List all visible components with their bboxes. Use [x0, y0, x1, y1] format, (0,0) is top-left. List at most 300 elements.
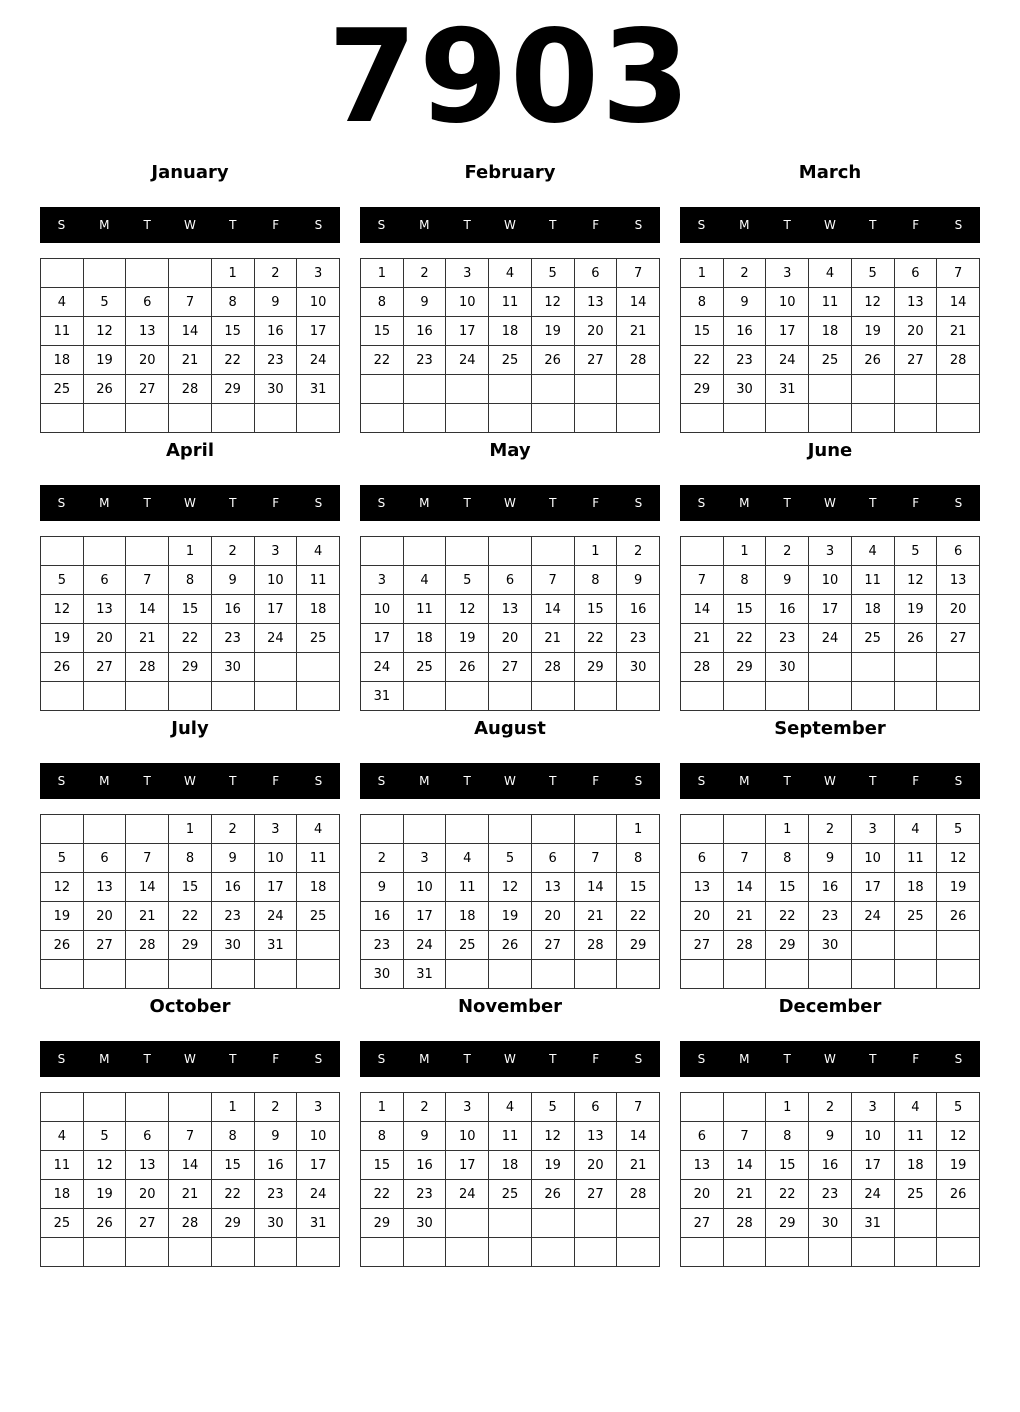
week-row — [681, 375, 980, 404]
day-cell: 29 — [211, 375, 254, 404]
week-row — [361, 1122, 660, 1151]
day-cell — [531, 537, 574, 566]
day-cell: 15 — [361, 1151, 404, 1180]
day-cell: 3 — [766, 259, 809, 288]
day-cell — [41, 815, 84, 844]
weekday-label: W — [184, 496, 196, 510]
day-cell: 12 — [83, 1151, 126, 1180]
weekday-label: S — [377, 1052, 386, 1066]
week-row — [41, 1209, 340, 1238]
day-cell — [403, 537, 446, 566]
day-cell: 11 — [489, 288, 532, 317]
day-cell: 5 — [446, 566, 489, 595]
day-cell: 19 — [851, 317, 894, 346]
day-cell — [83, 259, 126, 288]
day-cell: 11 — [297, 566, 340, 595]
day-cell: 31 — [851, 1209, 894, 1238]
week-row — [361, 404, 660, 433]
day-cell: 14 — [937, 288, 980, 317]
day-cell: 20 — [83, 902, 126, 931]
day-cell: 30 — [617, 653, 660, 682]
day-cell — [83, 815, 126, 844]
day-cell — [83, 1093, 126, 1122]
weekday-header — [360, 1041, 660, 1077]
weekday-label: M — [99, 774, 110, 788]
day-cell: 13 — [489, 595, 532, 624]
day-cell: 20 — [937, 595, 980, 624]
day-cell: 26 — [83, 1209, 126, 1238]
weekday-label: T — [783, 218, 791, 232]
day-cell: 5 — [937, 815, 980, 844]
week-row — [41, 595, 340, 624]
day-cell — [361, 1238, 404, 1267]
day-cell — [937, 682, 980, 711]
day-cell: 20 — [489, 624, 532, 653]
day-cell: 17 — [297, 1151, 340, 1180]
day-cell — [41, 404, 84, 433]
day-cell — [211, 682, 254, 711]
day-cell: 18 — [851, 595, 894, 624]
week-row — [681, 873, 980, 902]
day-cell: 15 — [617, 873, 660, 902]
day-cell: 16 — [403, 1151, 446, 1180]
day-grid — [40, 536, 340, 711]
day-cell: 23 — [254, 346, 297, 375]
day-cell: 10 — [851, 844, 894, 873]
day-cell: 8 — [169, 566, 212, 595]
week-row — [41, 346, 340, 375]
day-cell — [851, 404, 894, 433]
day-cell: 30 — [766, 653, 809, 682]
day-cell: 12 — [851, 288, 894, 317]
day-cell: 8 — [723, 566, 766, 595]
day-cell: 2 — [766, 537, 809, 566]
week-row — [41, 624, 340, 653]
day-cell: 8 — [361, 288, 404, 317]
weekday-label: S — [697, 1052, 706, 1066]
day-cell — [894, 404, 937, 433]
day-cell: 12 — [531, 288, 574, 317]
day-cell: 20 — [126, 1180, 169, 1209]
day-cell: 28 — [723, 931, 766, 960]
day-cell — [531, 682, 574, 711]
day-cell — [41, 259, 84, 288]
day-cell: 19 — [937, 873, 980, 902]
weekday-label: W — [184, 1052, 196, 1066]
day-cell: 17 — [851, 1151, 894, 1180]
day-cell — [489, 815, 532, 844]
week-row — [41, 960, 340, 989]
day-cell: 13 — [83, 873, 126, 902]
day-cell: 17 — [361, 624, 404, 653]
day-cell — [403, 815, 446, 844]
month-name: May — [489, 440, 531, 461]
day-cell — [851, 375, 894, 404]
day-cell: 23 — [254, 1180, 297, 1209]
day-cell: 8 — [617, 844, 660, 873]
day-cell: 6 — [894, 259, 937, 288]
day-cell: 8 — [574, 566, 617, 595]
day-cell: 25 — [489, 346, 532, 375]
day-cell — [937, 931, 980, 960]
day-cell — [894, 375, 937, 404]
weekday-label: S — [57, 774, 66, 788]
weekday-label: T — [143, 774, 151, 788]
week-row — [361, 537, 660, 566]
day-cell: 26 — [531, 1180, 574, 1209]
day-cell — [851, 960, 894, 989]
day-grid — [680, 258, 980, 433]
day-cell: 22 — [211, 1180, 254, 1209]
day-cell — [723, 960, 766, 989]
week-row — [361, 1209, 660, 1238]
day-cell: 2 — [403, 259, 446, 288]
day-cell: 24 — [851, 1180, 894, 1209]
week-row — [681, 1122, 980, 1151]
weekday-label: T — [463, 1052, 471, 1066]
day-cell — [766, 1238, 809, 1267]
day-cell — [809, 682, 852, 711]
day-cell: 22 — [574, 624, 617, 653]
day-cell: 30 — [403, 1209, 446, 1238]
day-cell: 25 — [489, 1180, 532, 1209]
day-cell: 26 — [531, 346, 574, 375]
day-cell: 24 — [851, 902, 894, 931]
week-row — [681, 566, 980, 595]
day-cell — [531, 960, 574, 989]
day-cell — [126, 815, 169, 844]
week-row — [681, 1151, 980, 1180]
day-cell: 22 — [766, 902, 809, 931]
day-cell: 10 — [446, 1122, 489, 1151]
weekday-label: F — [272, 218, 280, 232]
day-cell: 26 — [937, 1180, 980, 1209]
weekday-label: S — [57, 218, 66, 232]
day-cell: 27 — [83, 653, 126, 682]
day-cell: 2 — [403, 1093, 446, 1122]
day-cell: 19 — [446, 624, 489, 653]
day-cell: 21 — [617, 1151, 660, 1180]
day-cell: 5 — [531, 259, 574, 288]
day-cell — [766, 682, 809, 711]
day-cell: 15 — [169, 873, 212, 902]
weekday-label: T — [143, 218, 151, 232]
week-row — [41, 873, 340, 902]
day-cell — [851, 1238, 894, 1267]
day-cell: 12 — [83, 317, 126, 346]
day-cell: 6 — [489, 566, 532, 595]
weekday-label: W — [824, 218, 836, 232]
day-cell: 20 — [681, 1180, 724, 1209]
day-cell: 20 — [574, 317, 617, 346]
day-cell: 10 — [809, 566, 852, 595]
week-row — [361, 682, 660, 711]
weekday-label: S — [697, 496, 706, 510]
day-cell: 26 — [446, 653, 489, 682]
day-cell — [297, 931, 340, 960]
day-cell — [41, 682, 84, 711]
day-cell: 4 — [809, 259, 852, 288]
day-cell: 1 — [211, 1093, 254, 1122]
day-cell: 9 — [403, 288, 446, 317]
day-cell: 30 — [361, 960, 404, 989]
weekday-label: M — [99, 218, 110, 232]
weekday-label: F — [912, 774, 920, 788]
weekday-label: S — [954, 218, 963, 232]
day-cell: 5 — [41, 566, 84, 595]
day-cell: 13 — [126, 1151, 169, 1180]
weekday-label: T — [229, 218, 237, 232]
day-cell: 25 — [446, 931, 489, 960]
day-cell: 7 — [617, 1093, 660, 1122]
day-cell — [169, 960, 212, 989]
day-cell: 30 — [723, 375, 766, 404]
day-cell: 21 — [531, 624, 574, 653]
day-cell — [574, 1209, 617, 1238]
day-cell — [851, 682, 894, 711]
weekday-header — [680, 1041, 980, 1077]
day-cell — [126, 1093, 169, 1122]
day-cell: 31 — [297, 375, 340, 404]
day-cell: 10 — [361, 595, 404, 624]
day-cell: 5 — [41, 844, 84, 873]
weekday-header — [40, 763, 340, 799]
month-name: February — [464, 162, 556, 183]
day-cell: 24 — [297, 346, 340, 375]
day-cell: 9 — [211, 844, 254, 873]
day-cell: 4 — [297, 815, 340, 844]
day-cell — [531, 404, 574, 433]
day-cell: 23 — [809, 902, 852, 931]
day-cell: 27 — [531, 931, 574, 960]
weekday-label: S — [697, 774, 706, 788]
week-row — [41, 653, 340, 682]
day-cell: 15 — [169, 595, 212, 624]
day-cell: 19 — [531, 1151, 574, 1180]
day-cell: 2 — [361, 844, 404, 873]
day-cell: 17 — [254, 873, 297, 902]
day-cell — [169, 404, 212, 433]
month-name: August — [474, 718, 546, 739]
weekday-label: T — [549, 1052, 557, 1066]
day-cell: 13 — [681, 873, 724, 902]
day-cell: 2 — [211, 537, 254, 566]
weekday-label: M — [99, 1052, 110, 1066]
day-cell: 11 — [403, 595, 446, 624]
day-cell: 15 — [211, 1151, 254, 1180]
week-row — [41, 682, 340, 711]
day-cell: 6 — [531, 844, 574, 873]
day-cell: 8 — [681, 288, 724, 317]
day-cell: 19 — [41, 902, 84, 931]
day-cell: 18 — [489, 317, 532, 346]
day-cell — [681, 537, 724, 566]
day-cell: 1 — [211, 259, 254, 288]
weekday-label: M — [739, 496, 750, 510]
day-cell: 26 — [937, 902, 980, 931]
week-row — [361, 960, 660, 989]
day-cell: 1 — [169, 815, 212, 844]
weekday-label: T — [869, 1052, 877, 1066]
day-cell: 7 — [937, 259, 980, 288]
day-cell: 21 — [723, 1180, 766, 1209]
day-cell: 24 — [297, 1180, 340, 1209]
day-cell — [766, 960, 809, 989]
weekday-label: F — [912, 218, 920, 232]
day-cell: 18 — [297, 595, 340, 624]
day-cell: 24 — [254, 624, 297, 653]
day-cell: 4 — [41, 288, 84, 317]
day-cell — [617, 375, 660, 404]
day-cell: 13 — [126, 317, 169, 346]
day-cell: 21 — [126, 624, 169, 653]
week-row — [681, 682, 980, 711]
day-cell — [681, 815, 724, 844]
day-cell: 24 — [446, 346, 489, 375]
day-cell: 28 — [126, 931, 169, 960]
day-cell — [297, 404, 340, 433]
day-cell: 25 — [297, 624, 340, 653]
day-cell: 21 — [126, 902, 169, 931]
weekday-label: M — [739, 218, 750, 232]
day-cell — [489, 960, 532, 989]
day-cell: 11 — [851, 566, 894, 595]
day-cell: 18 — [894, 1151, 937, 1180]
day-cell: 22 — [211, 346, 254, 375]
day-cell: 11 — [809, 288, 852, 317]
weekday-label: W — [504, 218, 516, 232]
day-cell: 19 — [41, 624, 84, 653]
day-cell: 23 — [403, 1180, 446, 1209]
day-cell — [723, 682, 766, 711]
weekday-header — [40, 485, 340, 521]
day-cell: 27 — [126, 375, 169, 404]
day-cell: 25 — [297, 902, 340, 931]
weekday-label: M — [739, 1052, 750, 1066]
week-row — [681, 960, 980, 989]
week-row — [361, 653, 660, 682]
day-cell: 5 — [894, 537, 937, 566]
day-cell: 27 — [574, 346, 617, 375]
day-cell: 7 — [126, 844, 169, 873]
day-cell: 16 — [254, 317, 297, 346]
day-cell: 23 — [211, 624, 254, 653]
day-cell: 2 — [809, 1093, 852, 1122]
day-cell: 10 — [766, 288, 809, 317]
day-cell: 6 — [83, 844, 126, 873]
day-cell: 7 — [617, 259, 660, 288]
day-cell: 29 — [766, 1209, 809, 1238]
weekday-label: S — [314, 496, 323, 510]
day-cell — [83, 960, 126, 989]
day-cell: 28 — [937, 346, 980, 375]
day-cell: 6 — [681, 1122, 724, 1151]
weekday-header — [40, 207, 340, 243]
day-cell: 17 — [297, 317, 340, 346]
day-cell: 2 — [617, 537, 660, 566]
day-cell: 2 — [723, 259, 766, 288]
week-row — [41, 375, 340, 404]
week-row — [361, 1151, 660, 1180]
day-cell: 14 — [531, 595, 574, 624]
day-cell: 10 — [254, 566, 297, 595]
day-cell: 20 — [574, 1151, 617, 1180]
day-cell: 10 — [297, 288, 340, 317]
day-cell: 11 — [894, 844, 937, 873]
day-cell — [937, 653, 980, 682]
weekday-label: M — [99, 496, 110, 510]
weekday-label: F — [272, 774, 280, 788]
day-cell: 25 — [894, 1180, 937, 1209]
day-cell: 1 — [361, 1093, 404, 1122]
day-cell: 2 — [254, 1093, 297, 1122]
weekday-label: S — [634, 496, 643, 510]
day-cell — [894, 682, 937, 711]
weekday-label: W — [504, 496, 516, 510]
day-cell: 21 — [681, 624, 724, 653]
day-cell: 18 — [809, 317, 852, 346]
day-cell — [41, 960, 84, 989]
day-cell — [617, 404, 660, 433]
day-cell: 18 — [41, 1180, 84, 1209]
day-cell: 21 — [169, 346, 212, 375]
day-cell: 9 — [809, 1122, 852, 1151]
week-row — [41, 404, 340, 433]
day-cell — [937, 375, 980, 404]
day-cell: 27 — [937, 624, 980, 653]
day-cell: 26 — [83, 375, 126, 404]
day-cell — [723, 1093, 766, 1122]
day-cell: 28 — [169, 1209, 212, 1238]
day-cell — [617, 682, 660, 711]
week-row — [681, 1238, 980, 1267]
day-cell: 20 — [83, 624, 126, 653]
day-cell: 1 — [766, 815, 809, 844]
weekday-label: F — [592, 774, 600, 788]
day-cell: 28 — [531, 653, 574, 682]
day-cell: 20 — [681, 902, 724, 931]
week-row — [41, 566, 340, 595]
day-cell: 3 — [446, 259, 489, 288]
day-cell: 28 — [617, 1180, 660, 1209]
day-cell: 7 — [169, 1122, 212, 1151]
day-cell — [83, 537, 126, 566]
day-cell: 27 — [894, 346, 937, 375]
weekday-label: S — [954, 1052, 963, 1066]
day-cell: 29 — [574, 653, 617, 682]
day-cell — [211, 960, 254, 989]
day-cell — [574, 682, 617, 711]
day-cell: 15 — [723, 595, 766, 624]
day-cell: 13 — [531, 873, 574, 902]
day-cell: 4 — [489, 259, 532, 288]
month-name: January — [151, 162, 229, 183]
day-cell: 14 — [681, 595, 724, 624]
weekday-label: S — [57, 496, 66, 510]
day-cell — [446, 1238, 489, 1267]
day-cell — [83, 1238, 126, 1267]
day-cell — [403, 375, 446, 404]
week-row — [41, 1238, 340, 1267]
day-cell — [126, 537, 169, 566]
weekday-label: T — [869, 774, 877, 788]
day-cell: 4 — [297, 537, 340, 566]
day-cell — [361, 537, 404, 566]
weekday-header — [680, 485, 980, 521]
day-cell: 9 — [211, 566, 254, 595]
day-cell: 17 — [446, 1151, 489, 1180]
day-cell — [403, 404, 446, 433]
